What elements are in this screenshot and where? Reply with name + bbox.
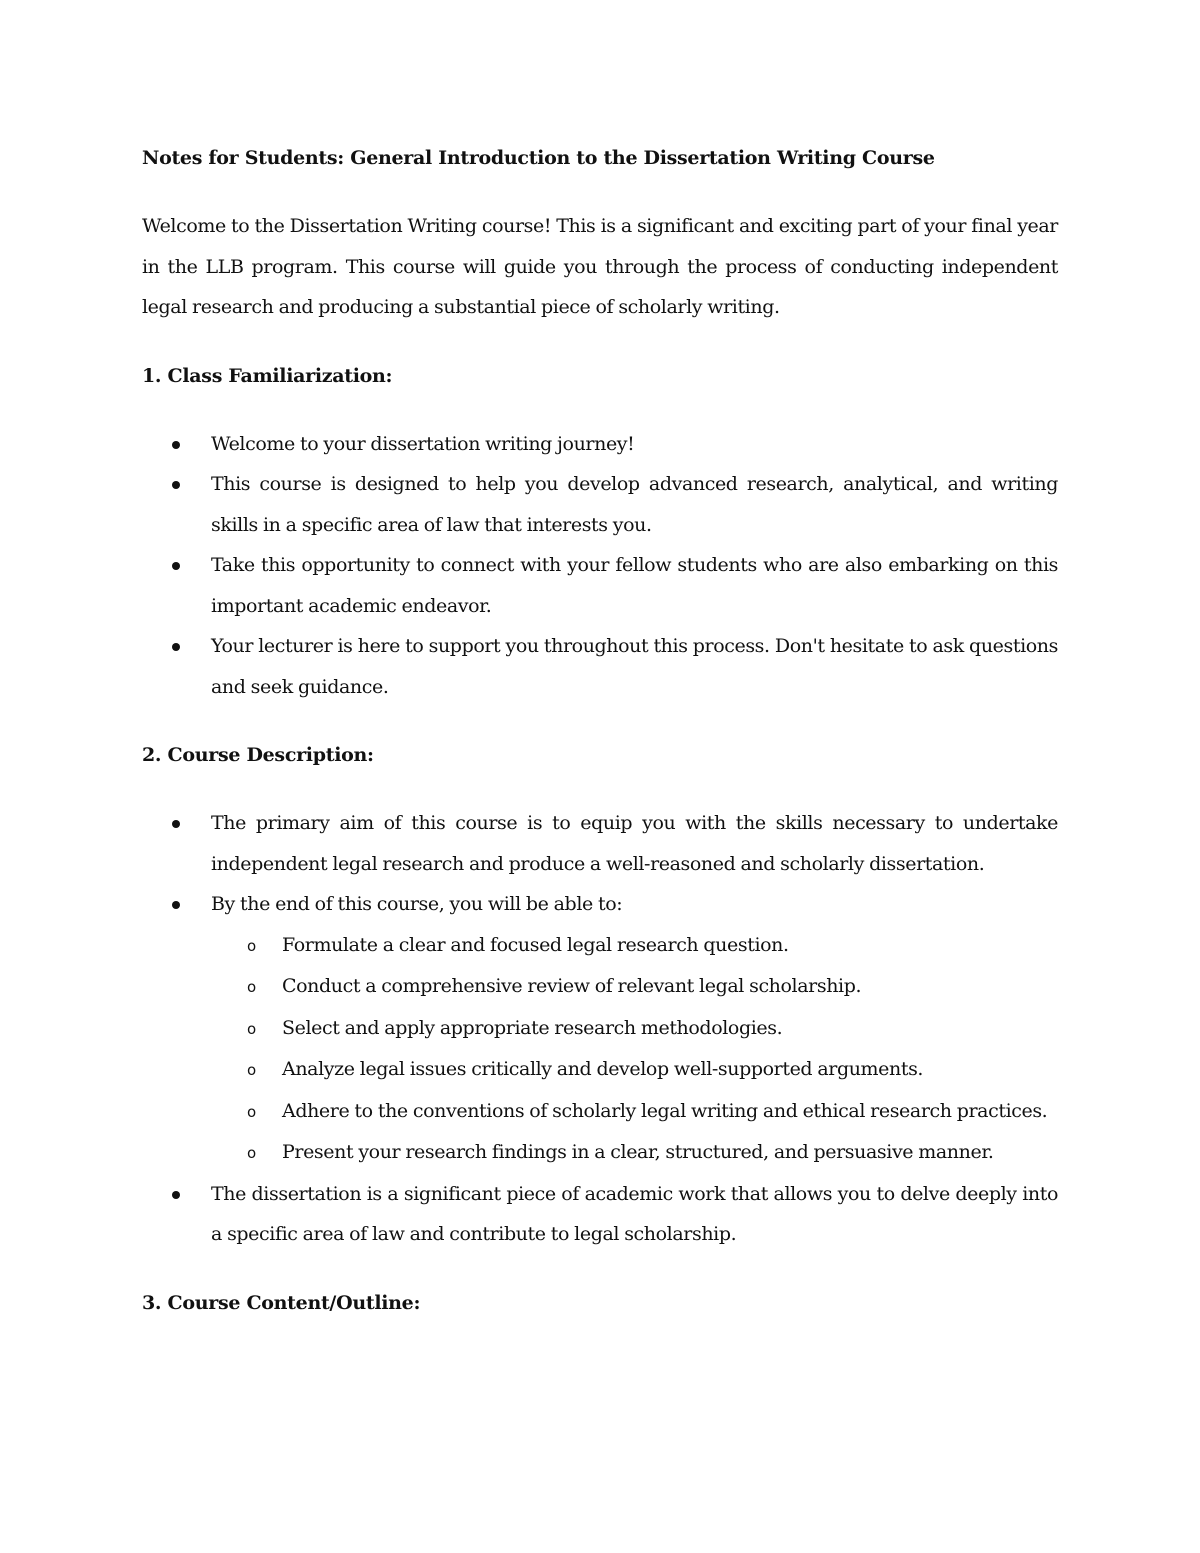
circle-bullet-icon: o [247, 1019, 256, 1038]
bullet-icon [172, 562, 180, 570]
circle-bullet-icon: o [247, 1144, 256, 1162]
document-title: Notes for Students: General Introduction to the Dissertation Writing Course [142, 147, 935, 169]
sub-list-item: o Present your research findings in a clear, structured, and persuasive manner. [211, 1132, 1058, 1174]
sub-list-item: o Conduct a comprehensive review of relevant legal scholarship. [211, 966, 1058, 1008]
intro-paragraph: Welcome to the Dissertation Writing course! This is a significant and exciting part of your final year in the LLB program. This course will guide you through the process of conducting independent legal research and producing a substantial piece of scholarly writing. [142, 215, 1058, 318]
class-familiarization-list [142, 424, 1058, 708]
list-item: This course is designed to help you develop advanced research, analytical, and writing skills in a specific area of law that interests you. [142, 464, 1058, 545]
sub-list-item: o Select and apply appropriate research methodologies. [211, 1008, 1058, 1050]
list-item: The dissertation is a significant piece of academic work that allows you to delve deeply into a specific area of law and contribute to legal scholarship. [142, 1174, 1058, 1255]
learning-outcomes-list [211, 925, 1058, 1174]
course-description-list [142, 803, 1058, 1255]
bullet-icon [172, 820, 180, 828]
list-item: Take this opportunity to connect with your fellow students who are also embarking on this important academic endeavor. [142, 545, 1058, 626]
sub-list-item: o Formulate a clear and focused legal research question. [211, 925, 1058, 967]
sub-list-item: o Adhere to the conventions of scholarly legal writing and ethical research practices. [211, 1091, 1058, 1133]
circle-bullet-icon: o [247, 936, 256, 955]
sub-list-item: o Analyze legal issues critically and develop well-supported arguments. [211, 1049, 1058, 1091]
bullet-icon [172, 1191, 180, 1199]
bullet-icon [172, 441, 180, 449]
section-heading-course-content: 3. Course Content/Outline: [142, 1291, 421, 1314]
section-heading-course-description: 2. Course Description: [142, 744, 374, 766]
list-item: Welcome to your dissertation writing journey! [142, 424, 1058, 465]
circle-bullet-icon: o [247, 1061, 256, 1079]
document-page [142, 138, 1058, 1351]
bullet-icon [172, 643, 180, 651]
bullet-icon [172, 901, 180, 909]
list-item: By the end of this course, you will be able to: o Formulate a clear and focused legal research question. o Conduct a comprehensive review of relevant legal scholarship. o Select and apply appropriate research methodologies. o Analyze legal issues critically and develop well-supported arguments. o Adhere to the conventions of scholarly legal writing and ethical research practices. o Present your research findings in a clear, structured, and persuasive manner. [142, 884, 1058, 1174]
circle-bullet-icon: o [247, 1102, 256, 1121]
section-heading-class-familiarization: 1. Class Familiarization: [142, 364, 393, 387]
list-item: Your lecturer is here to support you throughout this process. Don't hesitate to ask questions and seek guidance. [142, 626, 1058, 707]
list-item: The primary aim of this course is to equip you with the skills necessary to undertake independent legal research and produce a well-reasoned and scholarly dissertation. [142, 803, 1058, 884]
circle-bullet-icon: o [247, 978, 256, 996]
bullet-icon [172, 481, 180, 489]
